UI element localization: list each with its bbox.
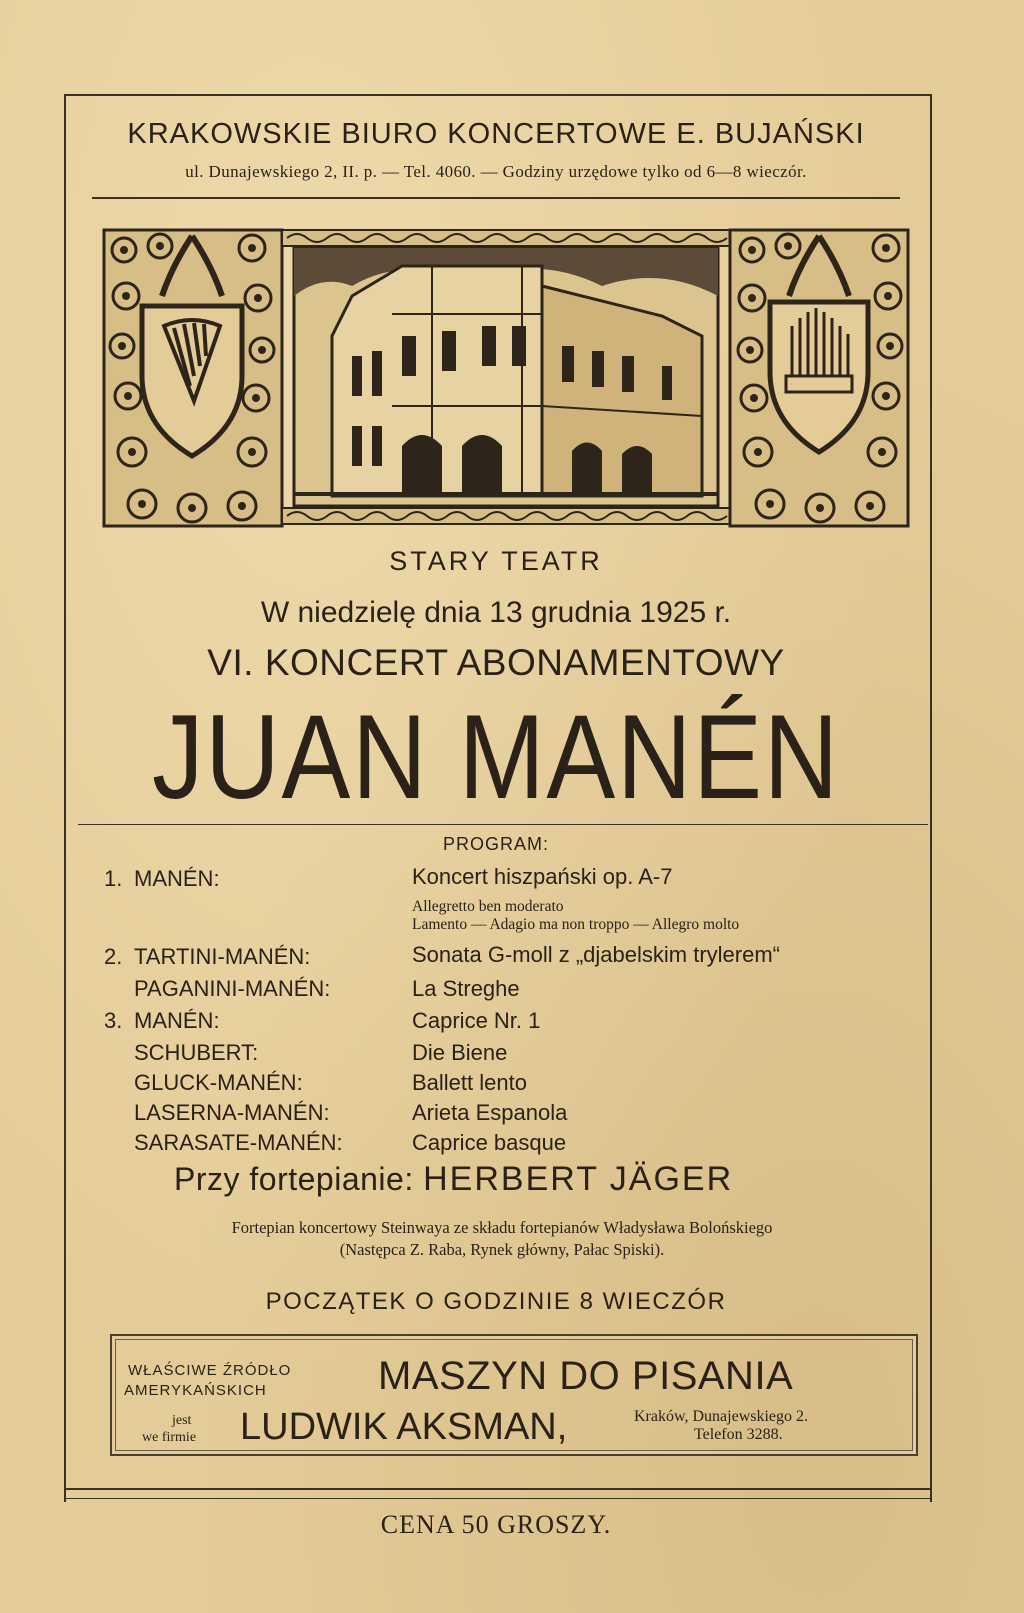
theatre-engraving <box>102 226 910 540</box>
program-rule <box>78 824 928 825</box>
header-rule <box>92 197 900 199</box>
pianist-line <box>174 1160 733 1199</box>
program-movement: Lamento — Adagio ma non troppo — Allegro molto <box>412 916 740 933</box>
piano-supplier-line1: Fortepian koncertowy Steinwaya ze składu fortepianów Władysława Bolońskiego <box>231 1218 773 1237</box>
concert-title: VI. KONCERT ABONAMENTOWY <box>207 642 785 683</box>
footer-rule <box>64 1488 930 1490</box>
price: CENA 50 GROSZY. <box>380 1510 612 1539</box>
program-composer: MANÉN: <box>134 866 220 891</box>
program-work: Caprice basque <box>412 1130 567 1155</box>
program-work: Sonata G-moll z „djabelskim trylerem“ <box>412 942 780 967</box>
program-composer: SARASATE-MANÉN: <box>134 1130 343 1155</box>
program-number: 3. <box>104 1008 123 1033</box>
program-number: 2. <box>104 944 123 969</box>
footer-rule-thin <box>64 1498 930 1499</box>
ad-jest: jest <box>172 1413 192 1428</box>
ad-we-firmie: we firmie <box>142 1430 197 1445</box>
program-work: Ballett lento <box>412 1070 527 1095</box>
program-composer: GLUCK-MANÉN: <box>134 1070 303 1095</box>
right-floral-panel <box>730 230 908 526</box>
venue-name: STARY TEATR <box>389 546 603 576</box>
pianist-label: Przy fortepianie: <box>174 1161 414 1197</box>
ad-small-line2: AMERYKAŃSKICH <box>124 1382 267 1399</box>
ad-address: Kraków, Dunajewskiego 2. <box>634 1408 809 1425</box>
program-heading: PROGRAM: <box>442 834 549 854</box>
program-work: Caprice Nr. 1 <box>412 1008 541 1033</box>
agency-name: KRAKOWSKIE BIURO KONCERTOWE E. BUJAŃSKI <box>127 118 865 150</box>
ad-phone: Telefon 3288. <box>694 1426 783 1443</box>
program-composer: PAGANINI-MANÉN: <box>134 976 331 1001</box>
program-composer: TARTINI-MANÉN: <box>134 944 311 969</box>
start-time: POCZĄTEK O GODZINIE 8 WIECZÓR <box>265 1288 727 1315</box>
program-work: La Streghe <box>412 976 520 1001</box>
program-work: Arieta Espanola <box>412 1100 568 1125</box>
ad-small-line1: WŁAŚCIWE ŹRÓDŁO <box>128 1362 292 1379</box>
concert-date: W niedzielę dnia 13 grudnia 1925 r. <box>260 596 732 629</box>
artist-name: JUAN MANÉN <box>151 690 841 824</box>
program-number: 1. <box>104 866 123 891</box>
program-work: Koncert hiszpański op. A-7 <box>412 864 673 889</box>
left-floral-panel <box>104 230 282 526</box>
ad-company: LUDWIK AKSMAN, <box>240 1406 568 1448</box>
program-composer: MANÉN: <box>134 1008 220 1033</box>
program-composer: LASERNA-MANÉN: <box>134 1100 330 1125</box>
pianist-name: HERBERT JÄGER <box>423 1160 734 1198</box>
program-composer: SCHUBERT: <box>134 1040 259 1065</box>
program-movement: Allegretto ben moderato <box>412 898 564 915</box>
agency-address: ul. Dunajewskiego 2, II. p. — Tel. 4060. — Godziny urzędowe tylko od 6—8 wieczór. <box>185 162 807 181</box>
ad-headline: MASZYN DO PISANIA <box>378 1354 794 1398</box>
theatre-building <box>294 248 718 506</box>
piano-supplier-line2: (Następca Z. Raba, Rynek główny, Pałac Spiski). <box>339 1240 665 1259</box>
program-work: Die Biene <box>412 1040 508 1065</box>
